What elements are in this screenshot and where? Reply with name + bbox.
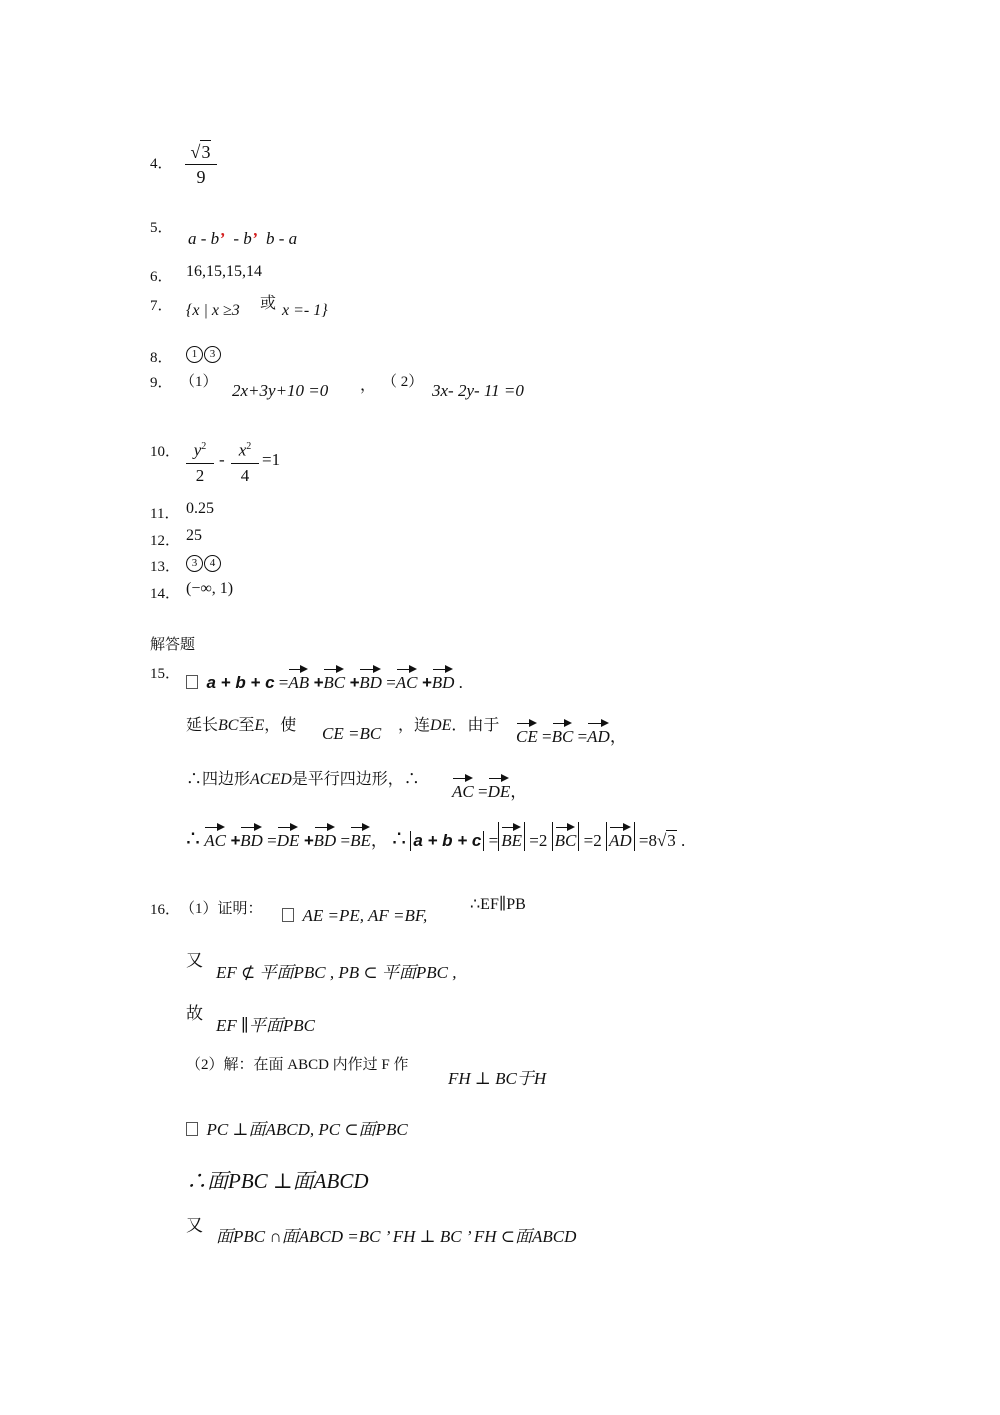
q15-l4-comma: ， <box>370 831 388 850</box>
q16-part1-label: （1）证明： <box>180 901 263 917</box>
q15-vec-ac-3: AC <box>204 822 226 851</box>
q15-ce-eq-bc: CE =BC <box>322 724 382 743</box>
q15-l4-therefore-2: ∴ <box>392 826 407 851</box>
q8-choice-1: 1 <box>186 346 203 363</box>
q15-period: . <box>458 673 463 692</box>
q4-sqrt-value: 3 <box>201 142 211 162</box>
q15-two-2: 2 <box>593 831 602 850</box>
q15-line-2b <box>398 712 499 735</box>
q15-l2-bc: BC <box>218 717 239 734</box>
q10-denominator-1: 2 <box>195 465 205 485</box>
q15-vec-bd: BD <box>359 664 382 693</box>
q8-number: 8． <box>150 350 173 366</box>
q16-l3-math: EF ∥平面PBC <box>216 1016 315 1035</box>
q16-l7-you: 又 <box>186 1216 203 1235</box>
q15-vec-bd-3: BD <box>240 822 263 851</box>
q16-l5 <box>186 1115 408 1140</box>
q15-l2-de: DE <box>430 717 452 734</box>
q14-answer: (−∞, 1) <box>186 580 234 597</box>
q15-vec-de-2: DE <box>277 822 300 851</box>
section-title: 解答题 <box>150 637 196 653</box>
q15-vec-ad: AD <box>587 718 610 747</box>
q15-vec-ac: AC <box>396 664 418 693</box>
q4-denominator: 9 <box>196 167 206 187</box>
q15-vec-be: BE <box>350 822 371 851</box>
q16-l2-you: 又 <box>186 951 203 970</box>
q15-abs-sum: a + b + c <box>413 831 482 850</box>
q15-vec-ce: CE <box>516 718 538 747</box>
q11-number: 11． <box>150 506 180 522</box>
q13-choice-4: 4 <box>204 555 221 572</box>
q15-line-2-vectors: CE =BC =AD， <box>516 718 627 747</box>
q15-vec-ac-2: AC <box>452 773 474 802</box>
q15-missing-glyph-icon <box>186 675 198 689</box>
q12-answer: 25 <box>186 527 202 544</box>
q15-l3-a: ∴四边形 <box>186 771 251 788</box>
q10-number: 10． <box>150 444 181 460</box>
q6-number: 6． <box>150 269 173 285</box>
q10-numerator-1: y <box>193 440 202 460</box>
q15-sqrt-value: 3 <box>667 831 676 850</box>
q16-l2-math: EF ⊄ 平面PBC , PB ⊂ 平面PBC , <box>216 963 457 982</box>
q10-exponent-1: 2 <box>201 441 207 452</box>
q15-vec-bd-2: BD <box>432 664 455 693</box>
q10-exponent-2: 2 <box>246 441 252 452</box>
q10-rhs: =1 <box>262 450 281 469</box>
q15-two-1: 2 <box>538 831 548 850</box>
q9-label-1: （1） <box>180 374 218 390</box>
q5-number: 5． <box>150 220 173 236</box>
q15-line-3-vectors: AC =DE， <box>452 773 527 802</box>
q10-denominator-2: 4 <box>240 465 250 485</box>
q15-l4-end: . <box>681 831 686 850</box>
q15-l3-b: 是平行四边形，∴ <box>291 771 420 788</box>
q13-choice-3: 3 <box>186 555 203 572</box>
q15-number: 15． <box>150 666 181 682</box>
q16-l4-math: FH ⊥ BC于H <box>448 1069 547 1088</box>
q15-l2-e-text: ．由于 <box>451 717 500 734</box>
q15-vec-be-2: BE <box>501 822 522 851</box>
q9-comma: ， <box>360 377 377 394</box>
q7-set-close: x =- 1} <box>282 302 328 319</box>
q9-equation-1: 2x+3y+10 =0 <box>232 381 329 400</box>
q15-vec-ab: AB <box>288 664 309 693</box>
q15-vec-bc-3: BC <box>555 822 577 851</box>
q15-vec-de: DE <box>488 773 511 802</box>
q15-line-4: ∴ AC +BD =DE +BD =BE， ∴ a + b + c = BE =2 BC =2 AD =8√3 . <box>186 822 685 852</box>
q4-fraction: √3 9 <box>185 140 217 188</box>
q16-missing-glyph-icon <box>282 908 294 922</box>
q15-l4-therefore: ∴ <box>186 826 200 851</box>
q10-fraction-2 <box>231 436 259 487</box>
q15-l2-e: E <box>254 717 265 734</box>
q7-or: 或 <box>260 295 277 312</box>
q5-answer: a - b’ - b’ b - a <box>188 229 298 248</box>
q10-numerator-2: x <box>238 440 247 460</box>
q15-l3-end: ， <box>510 782 528 801</box>
q10-fraction-1 <box>186 436 214 487</box>
q16-l3-gu: 故 <box>186 1004 203 1023</box>
q15-l2-b: 至 <box>238 717 255 734</box>
q16-l5-math: PC ⊥面ABCD, PC ⊂面PBC <box>206 1120 408 1139</box>
q16-part2-text: （2）解：在面 ABCD 内作过 F 作 <box>186 1057 409 1073</box>
q5-part1: a - b <box>188 229 220 248</box>
q16-l6-math: ∴面PBC ⊥面ABCD <box>186 1169 369 1193</box>
q15-vec-bc-2: BC <box>552 718 574 747</box>
q9-label-2: （ 2） <box>382 374 424 390</box>
q15-line-3 <box>186 766 420 789</box>
q8-choice-3: 3 <box>204 346 221 363</box>
q15-l2-end: ， <box>609 727 627 746</box>
q6-answer: 16,15,15,14 <box>186 263 262 280</box>
q15-vec-bd-4: BD <box>314 822 337 851</box>
q7-set-open: {x | x ≥3 <box>186 302 240 319</box>
q5-part2: - b <box>233 229 252 248</box>
q13-number: 13． <box>150 559 181 575</box>
q16-l1-tail: ∴EF∥PB <box>470 896 526 913</box>
q16-l1-math <box>282 906 427 926</box>
q15-sum-abc: a + b + c <box>206 673 275 692</box>
q15-vec-ad-2: AD <box>609 822 632 851</box>
q15-line-2 <box>186 712 296 735</box>
q15-l2-a: 延长 <box>186 717 219 734</box>
q15-l3-aced: ACED <box>250 771 292 788</box>
q15-l2-d: ，连 <box>398 717 431 734</box>
q16-missing-glyph-icon-2 <box>186 1122 198 1136</box>
q8-answer <box>186 345 222 363</box>
q16-l1-equations: AE =PE, AF =BF, <box>302 906 428 925</box>
q15-vec-bc: BC <box>323 664 345 693</box>
q9-equation-2: 3x- 2y- 11 =0 <box>432 381 524 400</box>
q4-number: 4． <box>150 156 173 172</box>
q9-number: 9． <box>150 375 173 391</box>
q11-answer: 0.25 <box>186 500 214 517</box>
q16-l7-math: 面PBC ∩面ABCD =BC ’ FH ⊥ BC ’ FH ⊂面ABCD <box>216 1227 577 1246</box>
q12-number: 12． <box>150 533 181 549</box>
q15-eq: = <box>278 673 289 692</box>
q5-part3: b - a <box>265 229 298 248</box>
q13-answer <box>186 554 222 572</box>
q15-line-1: a + b + c =AB +BC +BD =AC +BD . <box>186 664 463 693</box>
q7-number: 7． <box>150 298 173 314</box>
q16-number: 16． <box>150 902 181 918</box>
q10-minus: - <box>219 450 225 469</box>
q15-l2-c: ，使 <box>264 717 297 734</box>
q15-result: =8 <box>638 831 657 850</box>
q14-number: 14． <box>150 586 181 602</box>
